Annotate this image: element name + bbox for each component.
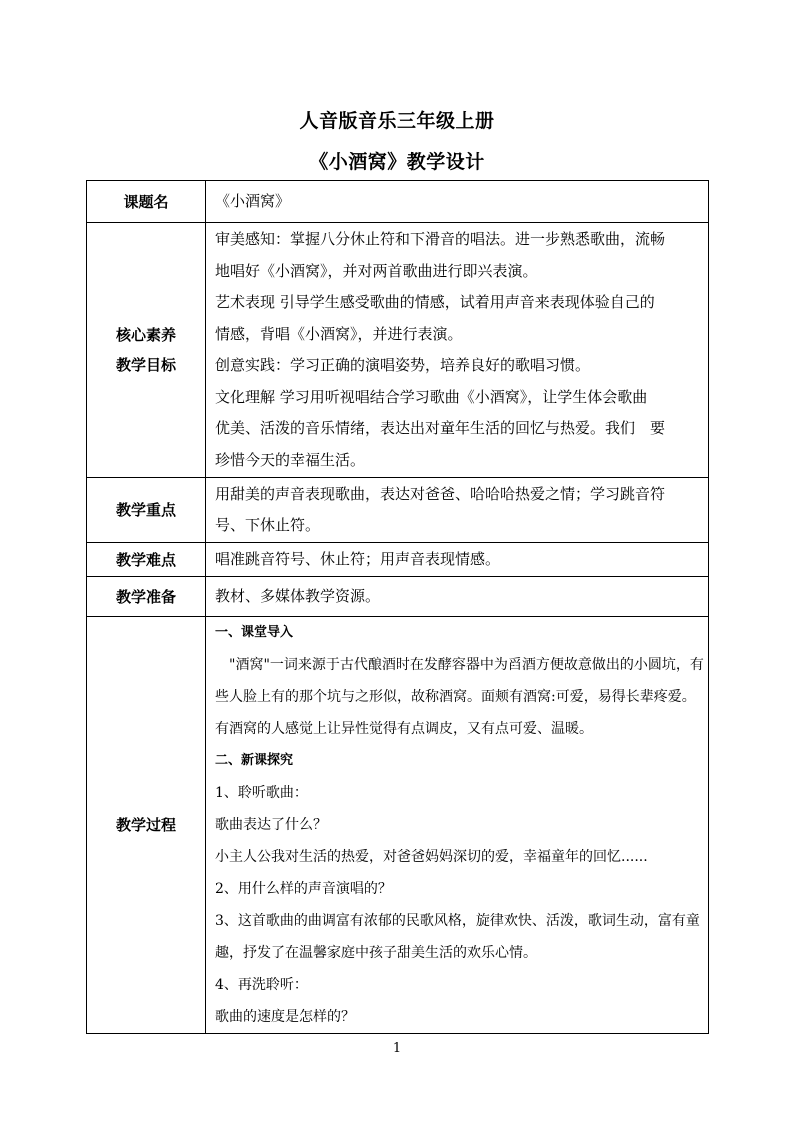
section-heading: 二、新课探究 <box>215 753 294 768</box>
table-row <box>87 181 709 223</box>
content-line: 小主人公我对生活的热爱，对爸爸妈妈深切的爱，幸福童年的回忆...... <box>215 849 648 865</box>
content-line: 4、再洗聆听： <box>215 977 308 993</box>
table-row <box>87 577 709 617</box>
content-line: 情感，背唱《小酒窝》，并进行表演。 <box>215 324 463 343</box>
row-label-difficulties: 教学难点 <box>87 543 206 577</box>
row-content-difficulties <box>206 543 709 577</box>
content-line: 歌曲表达了什么？ <box>215 817 327 833</box>
table-row <box>87 617 709 1034</box>
content-line: 审美感知：掌握八分休止符和下滑音的唱法。进一步熟悉歌曲，流畅 <box>215 230 666 248</box>
content-line: 3、这首歌曲的曲调富有浓郁的民歌风格，旋律欢快、活泼，歌词生动，富有童 <box>215 913 700 929</box>
table-row <box>87 543 709 577</box>
table-row <box>87 478 709 543</box>
table-row <box>87 223 709 478</box>
content-line: 《小酒窝》 <box>215 191 291 210</box>
row-content-key-points <box>206 478 709 543</box>
content-line: 地唱好《小酒窝》，并对两首歌曲进行即兴表演。 <box>215 261 538 280</box>
row-content-preparation <box>206 577 709 617</box>
document-title: 人音版音乐三年级上册 <box>299 110 495 132</box>
page-number: 1 <box>392 1041 402 1056</box>
content-line: 2、用什么样的声音演唱的？ <box>215 881 392 897</box>
row-content-process <box>206 617 709 1034</box>
content-line: 趣，抒发了在温馨家庭中孩子甜美生活的欢乐心情。 <box>215 945 537 961</box>
content-line: 教材、多媒体教学资源。 <box>215 586 381 605</box>
content-line: 1、聆听歌曲： <box>215 785 308 801</box>
content-line: 创意实践：学习正确的演唱姿势，培养良好的歌唱习惯。 <box>215 356 591 374</box>
row-label-process: 教学过程 <box>87 617 206 1034</box>
content-line: 艺术表现 引导学生感受歌曲的情感，试着用声音来表现体验自己的 <box>215 293 655 311</box>
document-subtitle: 《小酒窝》教学设计 <box>309 151 485 173</box>
content-line: 号、下休止符。 <box>215 516 321 534</box>
row-label-preparation: 教学准备 <box>87 577 206 617</box>
section-heading: 一、课堂导入 <box>215 625 294 640</box>
row-content-objectives <box>206 223 709 478</box>
row-content-topic <box>206 181 709 223</box>
label-line: 教学目标 <box>115 356 176 374</box>
content-line: 些人脸上有的那个坑与之形似，故称酒窝。面颊有酒窝:可爱，易得长辈疼爱。 <box>215 689 696 705</box>
content-line: 文化理解 学习用听视唱结合学习歌曲《小酒窝》，让学生体会歌曲 <box>215 387 648 406</box>
content-line: 歌曲的速度是怎样的？ <box>215 1009 355 1025</box>
content-line: 优美、活泼的音乐情绪，表达出对童年生活的回忆与热爱。我们 要 <box>215 419 666 437</box>
label-line: 核心素养 <box>115 326 176 344</box>
content-line: 有酒窝的人感觉上让异性觉得有点调皮，又有点可爱、温暖。 <box>215 721 593 737</box>
content-line: 用甜美的声音表现歌曲，表达对爸爸、哈哈哈热爱之情；学习跳音符 <box>215 484 666 503</box>
lesson-plan-table <box>86 180 709 1034</box>
content-line: 唱准跳音符号、休止符；用声音表现情感。 <box>215 549 501 568</box>
row-label-topic: 课题名 <box>87 181 206 223</box>
row-label-key-points: 教学重点 <box>87 478 206 543</box>
content-line: 珍惜今天的幸福生活。 <box>215 450 366 469</box>
row-label-objectives <box>87 223 206 478</box>
content-line: "酒窝"一词来源于古代酿酒时在发酵容器中为舀酒方便故意做出的小圆坑，有 <box>215 657 704 673</box>
